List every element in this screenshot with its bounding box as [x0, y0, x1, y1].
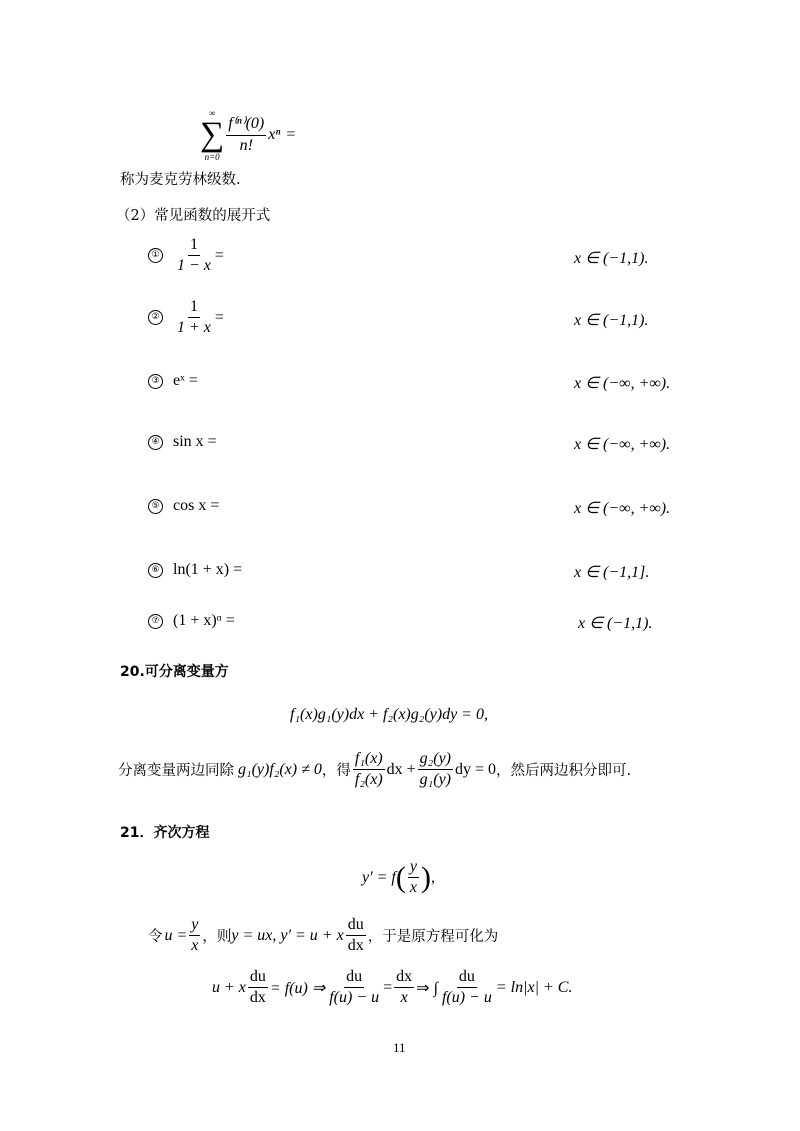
expansion-6-formula: ln(1 + x) =: [173, 561, 243, 578]
u-numerator: y: [189, 916, 200, 936]
section20-text-b: ，得: [321, 763, 351, 780]
expansion-6-domain: x ∈ (−1,1].: [574, 564, 650, 581]
section20-equation: f₁(x)g₁(y)dx + f₂(x)g₂(y)dy = 0,: [290, 706, 488, 723]
homogeneous-denominator: x: [409, 879, 417, 897]
maclaurin-denominator: n!: [239, 136, 253, 154]
expansion-2: [148, 298, 224, 338]
maclaurin-formula: [200, 108, 295, 162]
expansion-2-denominator: 1 + x: [177, 319, 211, 337]
expansion-5: [148, 497, 219, 515]
expansion-7-domain: x ∈ (−1,1).: [578, 615, 653, 632]
final-implies-1: = f(u) ⇒: [269, 979, 326, 997]
expansion-6: [148, 561, 242, 579]
expansion-5-domain: x ∈ (−∞, +∞).: [574, 500, 671, 517]
final-integral: ⇒ ∫: [416, 979, 438, 997]
sum-upper: ∞: [208, 108, 216, 118]
expansion-2-equals: =: [214, 308, 224, 326]
u-equals: u =: [164, 926, 188, 944]
maclaurin-equals: =: [286, 126, 296, 143]
subst-dx: dx: [347, 937, 364, 955]
sum-symbol: ∞ ∑ n=0: [200, 108, 225, 162]
marker-3: ③: [148, 374, 163, 389]
final-denominator-2: f(u) − u: [441, 989, 492, 1007]
let-text: 令: [148, 929, 163, 946]
final-dx-2: dx: [394, 968, 414, 988]
expansion-7-formula: (1 + x)ᵅ =: [173, 612, 235, 629]
expansion-1-numerator: 1: [188, 236, 200, 256]
marker-7: ⑦: [148, 614, 163, 629]
final-x: x: [400, 989, 408, 1007]
section20-dy: dy = 0: [455, 760, 497, 778]
section20-title: 20.可分离变量方: [120, 664, 229, 680]
final-equals: =: [383, 978, 393, 996]
section20-frac1-denominator: f₂(x): [354, 771, 383, 789]
substitution-formula: y = ux, y′ = u + x: [231, 926, 344, 944]
expansion-4-domain: x ∈ (−∞, +∞).: [574, 436, 671, 453]
homogeneous-numerator: y: [408, 858, 419, 878]
final-du-1: du: [248, 968, 268, 988]
section20-condition: g₁(y)f₂(x) ≠ 0: [238, 760, 322, 778]
marker-2: ②: [148, 310, 163, 325]
expansion-2-numerator: 1: [188, 298, 200, 318]
section20-frac2-denominator: g₁(y): [419, 771, 451, 789]
expansion-1-domain: x ∈ (−1,1).: [574, 250, 649, 267]
marker-1: ①: [148, 248, 163, 263]
expansion-1-denominator: 1 − x: [177, 257, 211, 275]
expansion-4: [148, 433, 217, 451]
u-denominator: x: [191, 937, 199, 955]
section21-title: 21．齐次方程: [120, 825, 210, 841]
maclaurin-power: xⁿ: [268, 126, 281, 143]
final-denominator-1: f(u) − u: [329, 989, 380, 1007]
subst-du: du: [346, 916, 366, 936]
expansion-4-formula: sin x =: [173, 433, 217, 450]
then-text: ，则: [202, 929, 232, 946]
section20-frac2-numerator: g₂(y): [418, 750, 453, 770]
marker-6: ⑥: [148, 563, 163, 578]
section20-text-c: ，然后两边积分即可.: [496, 763, 632, 780]
maclaurin-numerator: f⁽ⁿ⁾(0): [226, 115, 266, 135]
transform-text: ，于是原方程可化为: [367, 929, 499, 946]
section20-frac1-numerator: f₁(x): [353, 750, 385, 770]
expansion-7: [148, 612, 235, 630]
section2-title: （2）常见函数的展开式: [116, 208, 271, 224]
final-lhs: u + x: [212, 978, 246, 996]
section20-separation: [118, 750, 631, 790]
expansion-2-domain: x ∈ (−1,1).: [574, 312, 649, 329]
expansion-3-formula: eˣ =: [173, 372, 198, 389]
substitution-line: [148, 916, 498, 956]
expansion-1: [148, 236, 224, 276]
expansion-3-domain: x ∈ (−∞, +∞).: [574, 375, 671, 392]
final-equation: [212, 968, 572, 1008]
homogeneous-tail: ,: [430, 868, 435, 886]
final-result: = ln|x| + C.: [495, 978, 573, 996]
homogeneous-equation: y′ = f ( $\frac{y}{x}$ ) ,: [362, 858, 435, 897]
sum-lower: n=0: [204, 152, 220, 162]
section20-text-a: 分离变量两边同除: [118, 763, 234, 780]
expansion-3: [148, 372, 198, 390]
homogeneous-lhs: y′ = f: [362, 868, 396, 886]
expansion-5-formula: cos x =: [173, 497, 220, 514]
expansion-1-equals: =: [214, 246, 224, 264]
marker-5: ⑤: [148, 499, 163, 514]
section20-dx: dx +: [386, 760, 416, 778]
page-number: 11: [393, 1040, 406, 1055]
final-dx-1: dx: [249, 989, 266, 1007]
final-du-2: du: [344, 968, 364, 988]
marker-4: ④: [148, 435, 163, 450]
maclaurin-fraction: [226, 115, 266, 155]
final-du-3: du: [457, 968, 477, 988]
maclaurin-caption: 称为麦克劳林级数.: [120, 172, 241, 188]
